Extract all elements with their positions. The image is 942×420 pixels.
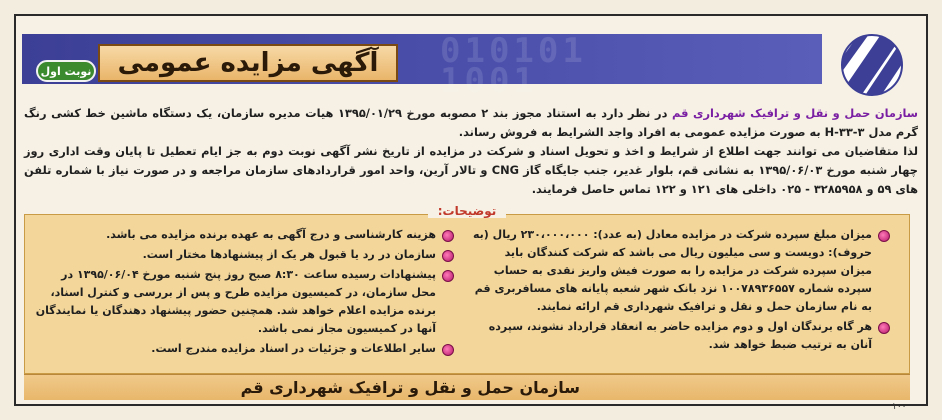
note-text: پیشنهادات رسیده ساعت ۸:۳۰ صبح روز پنج شنبه مورخ ۱۳۹۵/۰۶/۰۴ در محل سازمان، در کمیسیون مزایده طرح و پس از بررسی و کنترل اسناد، برنده مزایده اعلام خواهد شد. همچنین حضور پیشنهاد دهندگان یا نمایندگان آنها در کمیسیون مجاز نمی باشد. [35, 268, 436, 335]
note-item [470, 226, 890, 316]
stripes-circle-logo-icon [826, 30, 918, 100]
pink-dot-bullet-icon [442, 270, 454, 282]
intro-paragraph-1 [24, 104, 918, 142]
note-text: هزینه کارشناسی و درج آگهی به عهده برنده مزایده می باشد. [106, 228, 436, 241]
note-item [470, 318, 890, 354]
note-item [34, 226, 454, 244]
note-text: سایر اطلاعات و جزئیات در اسناد مزایده مندرج است. [151, 342, 436, 355]
footer-org-name: سازمان حمل و نقل و ترافیک شهرداری قم [240, 378, 580, 397]
pink-dot-bullet-icon [442, 344, 454, 356]
notes-title: توضیحات: [428, 204, 507, 218]
pink-dot-bullet-icon [442, 250, 454, 262]
notes-right-column [470, 226, 890, 356]
intro-paragraph-2: لذا متقاضیان می توانند جهت اطلاع از شرایط و اخذ و تحویل اسناد و شرکت در مزایده از تاریخ نشر آگهی نوبت دوم به جز ایام تعطیل تا پایان وقت اداری روز چهار شنبه مورخ ۱۳۹۵/۰۶/۰۳ به نشانی قم، بلوار غدیر، جنب جایگاه گاز CNG و تالار آرین، واحد امور قراردادهای سازمان مراجعه و در صورت نیاز با شماره تلفن های ۵۹ و ۳۲۸۵۹۵۸ - ۰۲۵ داخلی های ۱۲۱ و ۱۲۲ تماس حاصل فرمایند. [24, 144, 918, 196]
pink-dot-bullet-icon [442, 230, 454, 242]
note-item [34, 266, 454, 338]
first-round-badge: نوبت اول [36, 60, 96, 82]
intro-paragraph-1-text: در نظر دارد به استناد مجوز بند ۲ مصوبه مورخ ۱۳۹۵/۰۱/۲۹ هیات مدیره سازمان، یک دستگاه ماشین خط کشی رنگ گرم مدل H-۳۳-۳ به صورت مزایده عمومی به افراد واجد الشرایط به فروش رساند. [24, 106, 918, 139]
note-text: میزان مبلغ سپرده شرکت در مزایده معادل (به عدد): ۲۳۰،۰۰۰،۰۰۰ ریال (به حروف): دویست و سی میلیون ریال می باشد که شرکت کنندگان باید میزان سپرده شرکت در مزایده را به صورت فیش واریز نقدی به حساب سپرده شماره ۱۰۰۷۸۹۳۶۵۵۷ نزد بانک شهر شعبه پایانه های مسافربری قم به نام سازمان حمل و نقل و ترافیک شهرداری قم ارائه نمایند. [473, 228, 872, 313]
page-title: آگهی مزایده عمومی [117, 48, 379, 78]
note-item [34, 246, 454, 264]
note-text: هر گاه برندگان اول و دوم مزایده حاضر به انعقاد قرارداد نشوند، سپرده آنان به ترتیب ضبط خواهد شد. [488, 320, 872, 351]
pink-dot-bullet-icon [878, 230, 890, 242]
footer-bar [24, 374, 910, 400]
pink-dot-bullet-icon [878, 322, 890, 334]
notes-title-wrap [24, 200, 910, 219]
note-item [34, 340, 454, 358]
intro-org-name: سازمان حمل و نقل و ترافیک شهرداری قم [672, 106, 918, 120]
notes-left-column [34, 226, 454, 360]
title-box [98, 44, 398, 82]
header-watermark: 010101 1001 [440, 31, 587, 101]
page-number: ۱۰۰ [892, 402, 907, 412]
intro-text [24, 104, 918, 199]
note-text: سازمان در رد یا قبول هر یک از پیشنهادها مختار است. [142, 248, 436, 261]
